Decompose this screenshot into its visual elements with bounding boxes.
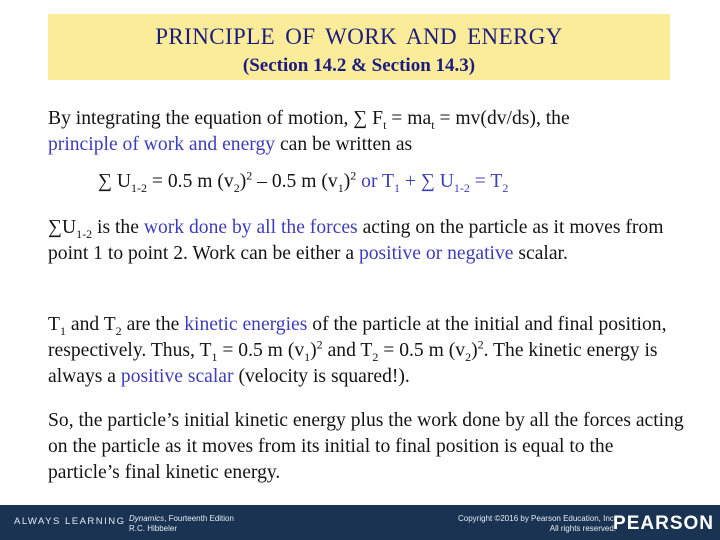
title-banner (48, 14, 670, 80)
intro-paragraph: By integrating the equation of motion, ∑ $F_t = ma_t = mv(dv/ds)$, the principle of work and energy can be written as (48, 108, 570, 155)
highlight-positive-scalar: positive scalar (120, 366, 234, 387)
summary-paragraph: So, the particle’s initial kinetic energy plus the work done by all the forces acting on the particle as it moves from its initial to final position is equal to the particle’s final kinetic energy. (48, 410, 684, 483)
highlight-principle: principle of work and energy (48, 134, 276, 155)
sum-symbol: ∑ (353, 108, 368, 129)
kinetic-energy-paragraph: $T_1$ and $T_2$ are the kinetic energies of the particle at the initial and final position, respectively. Thus, $T_1 = 0.5$ m $(v_1)^2$ and $T_2 = 0.5$ m $(v_2)^2$. The kinetic energy is always a positive scalar (velocity is squared!). (48, 314, 667, 387)
always-learning-label: ALWAYS LEARNING (14, 516, 126, 527)
highlight-positive-negative: positive or negative (358, 243, 514, 264)
work-paragraph: $\sum U_{1-2}$ is the work done by all the forces acting on the particle as it moves from point 1 to point 2. Work can be either a positive or negative scalar. (48, 217, 664, 264)
work-energy-equation: ∑ $U_{1-2} = 0.5$ m $(v_2)^2 - 0.5$ m $(v_1)^2$ or $T_1$ + ∑ $U_{1-2} = T_2$ (98, 168, 509, 195)
highlight-kinetic-energies: kinetic energies (184, 314, 308, 335)
slide-title: PRINCIPLE OF WORK AND ENERGY (155, 24, 563, 49)
pearson-logo: PEARSON (613, 513, 714, 534)
footer-bar (0, 505, 720, 540)
book-credit: Dynamics, Fourteenth Edition R.C. Hibbeler (129, 514, 234, 533)
slide-subtitle: (Section 14.2 & Section 14.3) (242, 55, 476, 76)
copyright-notice: Copyright ©2016 by Pearson Education, Inc. All rights reserved. (458, 514, 616, 533)
highlight-work-done: work done by all the forces (143, 217, 358, 238)
